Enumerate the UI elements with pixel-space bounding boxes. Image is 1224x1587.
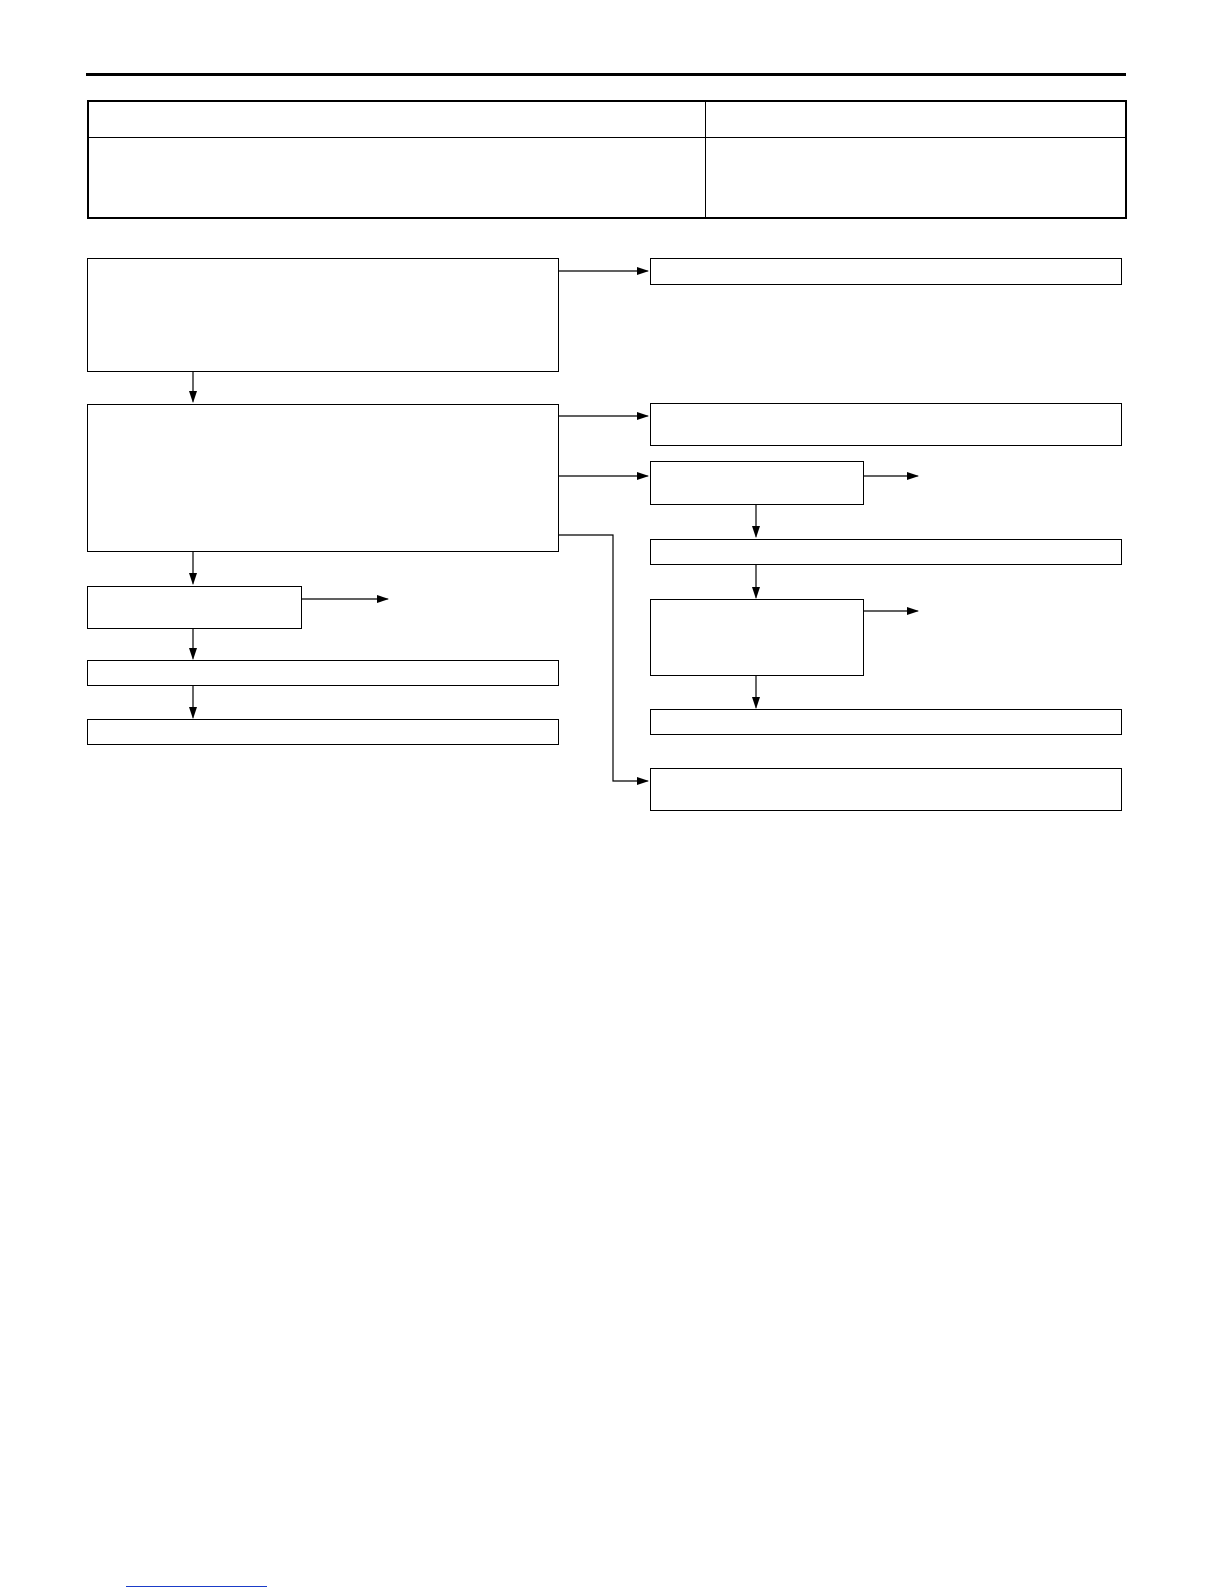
flow-step-1 xyxy=(87,258,559,372)
flow-step-3-result-2 xyxy=(87,719,559,745)
flow-step-3-result-1 xyxy=(87,660,559,686)
flow-step-3-check xyxy=(87,586,302,629)
flow-step-2-check-next xyxy=(650,539,1122,565)
flow-step-2-far-result xyxy=(650,768,1122,811)
flow-step-1-result xyxy=(650,258,1122,285)
flow-step-2 xyxy=(87,404,559,552)
arrow-step2-right-bottom xyxy=(559,535,648,781)
flow-step-2-followup-result xyxy=(650,709,1122,735)
flow-step-2-result-top xyxy=(650,403,1122,446)
flow-step-2-followup xyxy=(650,599,864,676)
flow-step-2-check xyxy=(650,461,864,505)
